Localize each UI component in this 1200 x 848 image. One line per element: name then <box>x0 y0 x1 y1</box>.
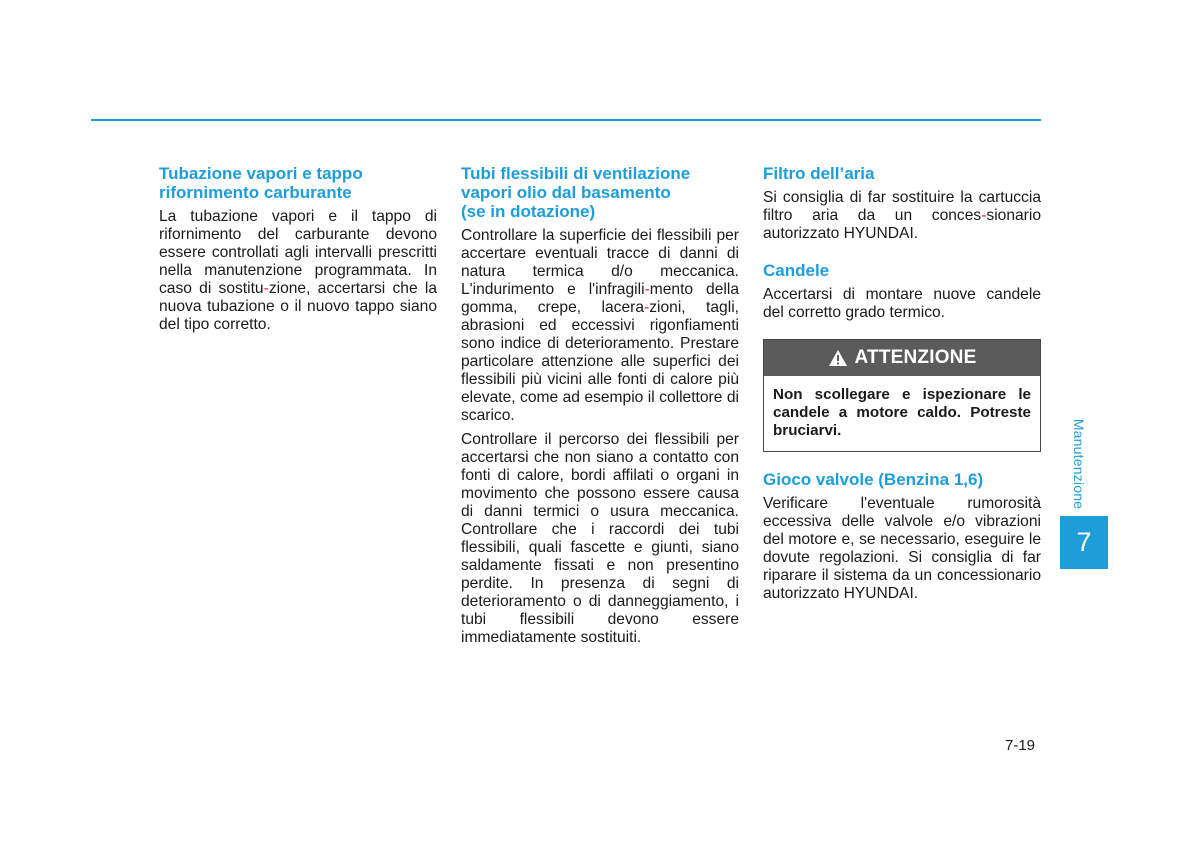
text-fragment: sionario autorizzato HYUNDAI. <box>763 207 1041 242</box>
paragraph-hose-surface <box>461 227 739 425</box>
chapter-number-tab: 7 <box>1060 516 1108 569</box>
section-heading-air-filter: Filtro dell’aria <box>763 164 875 183</box>
paragraph-valve-clearance: Verificare l'eventuale rumorosità eccessiva delle valvole e/o vibrazioni del motore e, se necessario, eseguire le dovute regolazioni. Si consiglia di far riparare il sistema da un concessionario autorizzato HYUNDAI. <box>763 495 1041 602</box>
paragraph-vapor-line <box>159 208 437 334</box>
text-fragment: La tubazione vapori e il tappo di rifornimento del carburante devono essere controllati agli intervalli prescritti nella manutenzione programmata. In caso di sostitu <box>159 208 437 297</box>
paragraph-hose-routing: Controllare il percorso dei flessibili per accertarsi che non siano a contatto con fonti di calore, bordi affilati o organi in movimento che possono essere causa di danni termici o usura meccanica. Controllare che i raccordi dei tubi flessibili, quali fascette e giunti, siano saldamente fissati e non presentino perdite. In presenza di segni di deterioramento o di danneggiamento, i tubi flessibili devono essere immediatamente sostituiti. <box>461 431 739 646</box>
column-2 <box>461 164 739 647</box>
hyphen-mark: - <box>644 281 650 298</box>
section-heading-spark-plugs: Candele <box>763 261 830 280</box>
column-1 <box>159 164 437 334</box>
paragraph-spark-plugs: Accertarsi di montare nuove candele del corretto grado termico. <box>763 286 1041 321</box>
text-fragment: zioni, tagli, abrasioni ed eccessivi rigonfiamenti sono indice di deterioramento. Prestare particolare attenzione alle superfici dei flessibili più vicini alle fonti di calore più elevate, come ad esempio il collettore di scarico. <box>461 299 739 424</box>
warning-title: ATTENZIONE <box>854 347 977 368</box>
page-number: 7-19 <box>1005 737 1036 754</box>
section-heading-breather-hoses: Tubi flessibili di ventilazione vapori olio dal basamento (se in dotazione) <box>461 164 691 221</box>
section-heading-valve-clearance: Gioco valvole (Benzina 1,6) <box>763 470 984 489</box>
chapter-side-label <box>1066 414 1092 514</box>
warning-box <box>763 339 1041 452</box>
warning-text: Non scollegare e ispezionare le candele a motore caldo. Potreste bruciarvi. <box>773 386 1031 439</box>
chapter-title: Manutenzione <box>1071 418 1088 510</box>
top-rule <box>91 119 1041 121</box>
warning-header <box>764 340 1040 376</box>
hyphen-mark: - <box>644 299 650 316</box>
text-fragment: mento della gomma, crepe, lacera <box>461 281 740 316</box>
paragraph-air-filter <box>763 189 1041 243</box>
text-fragment: zione, accertarsi che la nuova tubazione o il nuovo tappo siano del tipo corretto. <box>159 280 437 333</box>
column-3 <box>763 164 1041 603</box>
text-fragment: Si consiglia di far sostituire la cartuccia filtro aria da un conces <box>763 189 1041 224</box>
text-fragment: Controllare la superficie dei flessibili per accertare eventuali tracce di danni di natura termica d/o meccanica. L'indurimento e l'infragili <box>461 227 739 298</box>
hyphen-mark: - <box>981 207 987 224</box>
warning-triangle-icon <box>828 349 848 367</box>
hyphen-mark: - <box>263 280 269 297</box>
section-heading-vapor-line: Tubazione vapori e tappo rifornimento carburante <box>159 164 363 202</box>
